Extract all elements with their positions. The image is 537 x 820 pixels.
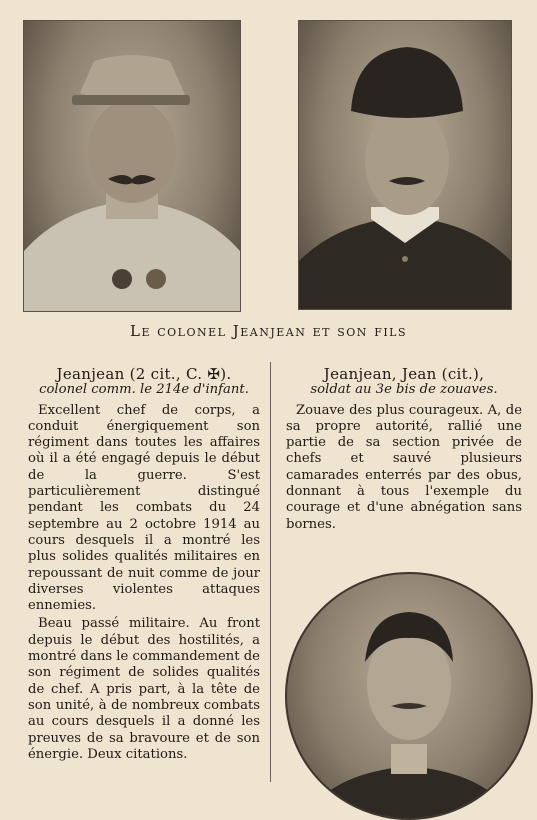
colonel-rank: colonel comm. le 214e d'infant. [39, 382, 249, 398]
colonel-name: Jeanjean (2 cit., C. ✠). [56, 365, 232, 383]
portrait-colonel-photo [23, 20, 241, 312]
son-entry [286, 366, 522, 535]
son-rank: soldat au 3e bis de zouaves. [310, 382, 498, 398]
portrait-son-zouave-photo [298, 20, 512, 310]
colonel-citation-paragraph: Excellent chef de corps, a conduit énergiquement son régiment dans toutes les affaires où il a été engagé depuis le début de la guerre. S'est particulièrement distingué pendant les combats du 24 septembre au 2 octobre 1914 au cours desquels il a montré les plus solides qualités militaires en repoussant de nuit comme de jour diverses violentes attaques ennemies. [28, 402, 260, 614]
photo-caption: Le colonel Jeanjean et son fils [129, 322, 408, 340]
son-name: Jeanjean, Jean (cit.), [323, 365, 485, 383]
colonel-entry [28, 366, 260, 765]
column-divider [270, 362, 271, 782]
son-citation-paragraph: Zouave des plus courageux. A, de sa propre autorité, rallié une partie de sa section privée de chefs et sauvé plusieurs camarades enterrés par des obus, donnant à tous l'exemple du courage et d'une abnégation sans bornes. [286, 402, 522, 532]
colonel-service-paragraph: Beau passé militaire. Au front depuis le début des hostilités, a montré dans le commandement de son régiment de solides qualités de chef. A pris part, à la tête de son unité, à de nombreux combats au cours desquels il a donné les preuves de sa bravoure et de son énergie. Deux citations. [28, 616, 260, 762]
portrait-young-officer-photo [285, 572, 533, 820]
